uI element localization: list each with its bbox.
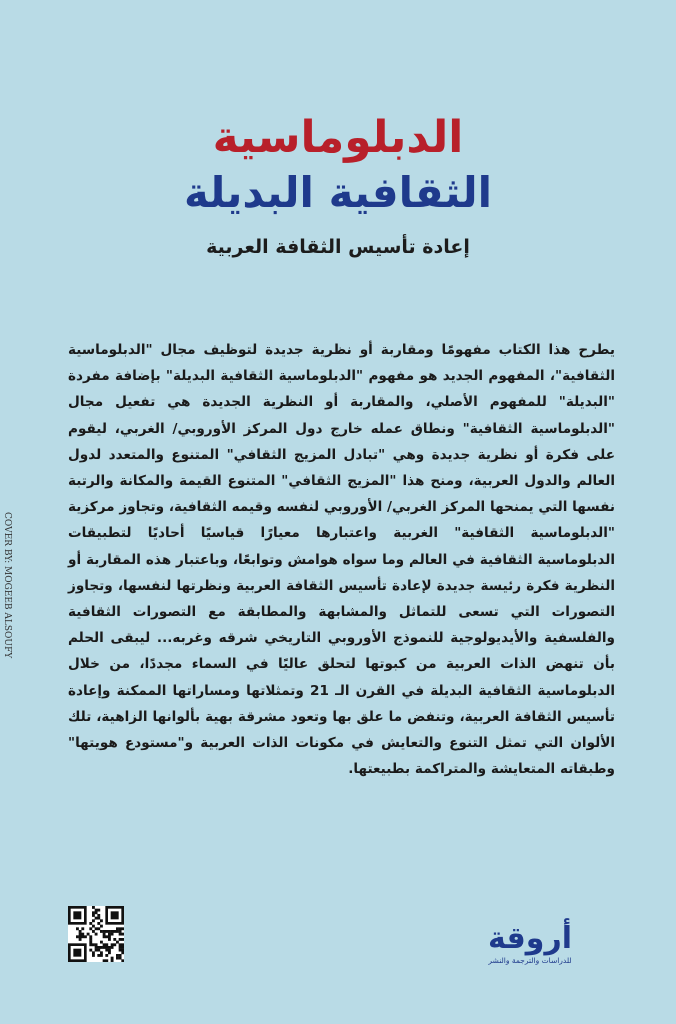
blurb-paragraph: يطرح هذا الكتاب مفهومًا ومقاربة أو نظرية جديدة لتوظيف مجال "الدبلوماسية الثقافية"، المفهوم الجديد هو مفهوم "الدبلوماسية الثقافية البديلة" بإضافة مفردة "البديلة" للمفهوم الأصلي، والمقاربة أو النظرية الجديدة هي تفعيل مجال "الدبلوماسية الثقافية" ونطاق عمله خارج دول المركز الأوروبي/ الغربي، ليقوم على فكرة أو نظرية جديدة وهي "تبادل المزيج الثقافي" المتنوع والمتعدد لدول العالم والدول العربية، ومنح هذا "المزيج الثقافي" المتنوع القيمة والمكانة والرتبة نفسها التي يمنحها المركز الغربي/ الأوروبي لنفسه وقيمه الثقافية، وتجاوز مركزية "الدبلوماسية الثقافية" الغربية واعتبارها معيارًا قياسيًا أحاديًا لتطبيقات الدبلوماسية الثقافية في العالم وما سواه هوامش وتوابعًا، وباعتبار هذه المقاربة أو النظرية فكرة رئيسة جديدة لإعادة تأسيس الثقافة العربية ونظرتها لنفسها، وتجاوز التصورات التي تسعى للتماثل والمشابهة والمطابقة مع التصورات الثقافية والفلسفية والأيديولوجية للنموذج الأوروبي التاريخي شرقه وغربه... ليبقى الحلم بأن تنهض الذات العربية من كبوتها لتحلق عاليًا في السماء مجددًا، من خلال الدبلوماسية الثقافية البديلة في القرن الـ 21 وتمثلاتها ومساراتها الممكنة وإعادة تأسيس الثقافة العربية، وتنفض ما علق بها وتعود مشرقة بهية بألوانها الزاهية، تلك الألوان التي تمثل التنوع والتعايش في مكونات الذات العربية و"مستودع هويتها" وطبقاته المتعايشة والمتراكمة بطبيعتها. (68, 342, 616, 778)
publisher-logo (455, 918, 605, 970)
subtitle: إعادة تأسيس الثقافة العربية (206, 236, 470, 258)
title-line-2: الثقافية البديلة (183, 168, 492, 217)
cover-credit: COVER BY: MOGEEB ALSOUFY (2, 512, 12, 659)
title-line-1: الدبلوماسية (212, 112, 464, 163)
qr-code-icon (68, 906, 124, 962)
publisher-logo-mark (455, 918, 605, 956)
publisher-logo-text: أروقة (487, 921, 573, 956)
publisher-caption: للدراسات والترجمة والنشر (488, 956, 572, 965)
